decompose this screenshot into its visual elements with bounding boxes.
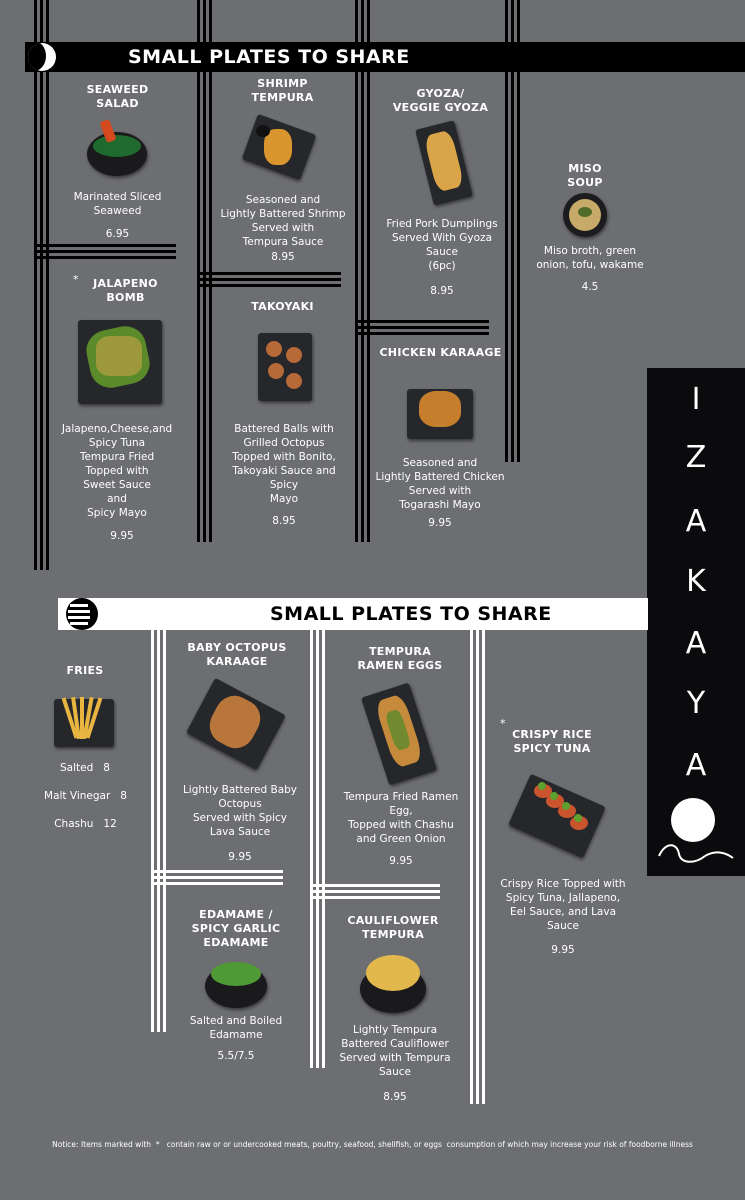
section1-heading: SMALL PLATES TO SHARE bbox=[128, 46, 410, 68]
cauliflower-image bbox=[360, 953, 426, 1015]
fries-option-salted: Salted 8 bbox=[60, 762, 110, 774]
side-letter-1: I bbox=[691, 382, 701, 417]
jalapeno-price: 9.95 bbox=[110, 530, 134, 542]
edamame-desc: Salted and Boiled Edamame bbox=[189, 1015, 283, 1041]
shrimp-title: SHRIMP TEMPURA bbox=[251, 77, 314, 104]
takoyaki-image bbox=[256, 333, 314, 401]
footer-notice: Notice: Items marked with * contain raw or or undercooked meats, poultry, seafood, shellfish, or eggs consumption of which may increase your risk of foodborne illness bbox=[52, 1140, 693, 1149]
takoyaki-price: 8.95 bbox=[272, 515, 296, 527]
cauliflower-desc: Lightly Tempura Battered Cauliflower Served with Tempura Sauce bbox=[339, 1024, 451, 1078]
cauliflower-title: CAULIFLOWER TEMPURA bbox=[347, 914, 439, 941]
fries-option-chashu: Chashu 12 bbox=[54, 818, 117, 830]
gyoza-image bbox=[412, 122, 478, 204]
fries-option-malt-vinegar: Malt Vinegar 8 bbox=[44, 790, 127, 802]
side-letter-6: Y bbox=[686, 686, 706, 721]
jalapeno-bomb-image bbox=[74, 316, 166, 408]
gyoza-price: 8.95 bbox=[430, 285, 454, 297]
seaweed-desc: Marinated Sliced Seaweed bbox=[73, 191, 162, 217]
chicken-karaage-image bbox=[405, 383, 475, 441]
side-letter-3: A bbox=[685, 504, 707, 539]
seaweed-title: SEAWEED SALAD bbox=[86, 83, 149, 110]
side-letter-5: A bbox=[685, 626, 707, 661]
shrimp-tempura-image bbox=[244, 117, 316, 179]
chicken-karaage-title: CHICKEN KARAAGE bbox=[379, 346, 502, 359]
side-letter-2: Z bbox=[685, 440, 707, 475]
cauliflower-price: 8.95 bbox=[383, 1091, 407, 1103]
takoyaki-title: TAKOYAKI bbox=[251, 300, 314, 313]
jalapeno-title: JALAPENO BOMB bbox=[93, 277, 158, 304]
section2-banner bbox=[58, 598, 648, 630]
seaweed-image bbox=[87, 120, 147, 180]
baby-octopus-price: 9.95 bbox=[228, 851, 252, 863]
edamame-price: 5.5/7.5 bbox=[217, 1050, 255, 1062]
crispy-rice-image bbox=[512, 774, 604, 858]
jalapeno-desc: Jalapeno,Cheese,and Spicy Tuna Tempura Fried Topped with Sweet Sauce and Spicy Mayo bbox=[61, 423, 173, 519]
izakaya-side-banner bbox=[647, 368, 745, 876]
ramen-eggs-image bbox=[360, 688, 440, 780]
seaweed-price: 6.95 bbox=[105, 228, 130, 240]
ramen-eggs-price: 9.95 bbox=[389, 855, 413, 867]
chicken-karaage-desc: Seasoned and Lightly Battered Chicken Served with Togarashi Mayo bbox=[375, 457, 505, 511]
section2-heading: SMALL PLATES TO SHARE bbox=[270, 603, 552, 625]
side-letter-4: K bbox=[686, 564, 706, 599]
crispy-rice-title: CRISPY RICE SPICY TUNA bbox=[512, 728, 592, 755]
gyoza-desc: Fried Pork Dumplings Served With Gyoza Sauce (6pc) bbox=[386, 218, 498, 272]
fries-title: FRIES bbox=[66, 664, 104, 677]
takoyaki-desc: Battered Balls with Grilled Octopus Topped with Bonito, Takoyaki Sauce and Spicy Mayo bbox=[232, 423, 336, 505]
crispy-rice-price: 9.95 bbox=[551, 944, 575, 956]
crispy-rice-desc: Crispy Rice Topped with Spicy Tuna, Jallapeno, Eel Sauce, and Lava Sauce bbox=[500, 878, 626, 932]
chicken-karaage-price: 9.95 bbox=[428, 517, 452, 529]
section1-banner bbox=[25, 42, 745, 72]
ramen-eggs-title: TEMPURA RAMEN EGGS bbox=[357, 645, 443, 672]
moon-wave-logo-icon bbox=[655, 798, 737, 868]
side-letter-7: A bbox=[685, 748, 707, 783]
edamame-image bbox=[205, 958, 267, 1010]
gyoza-title: GYOZA/ VEGGIE GYOZA bbox=[392, 87, 489, 114]
shrimp-price: 8.95 bbox=[271, 251, 295, 263]
crispy-rice-raw-marker: * bbox=[500, 717, 506, 730]
miso-title: MISO SOUP bbox=[567, 162, 603, 189]
baby-octopus-title: BABY OCTOPUS KARAAGE bbox=[187, 641, 287, 668]
baby-octopus-desc: Lightly Battered Baby Octopus Served with Spicy Lava Sauce bbox=[182, 784, 298, 838]
miso-desc: Miso broth, green onion, tofu, wakame bbox=[536, 245, 644, 271]
moon-logo-icon-2 bbox=[66, 598, 98, 630]
moon-logo-icon bbox=[28, 43, 56, 71]
fries-image bbox=[52, 695, 116, 751]
edamame-title: EDAMAME / SPICY GARLIC EDAMAME bbox=[191, 908, 281, 949]
miso-soup-image bbox=[563, 193, 607, 237]
baby-octopus-image bbox=[190, 683, 282, 769]
ramen-eggs-desc: Tempura Fried Ramen Egg, Topped with Chashu and Green Onion bbox=[343, 791, 459, 845]
jalapeno-raw-marker: * bbox=[73, 273, 79, 286]
shrimp-desc: Seasoned and Lightly Battered Shrimp Served with Tempura Sauce bbox=[220, 194, 346, 248]
miso-price: 4.5 bbox=[581, 281, 599, 293]
